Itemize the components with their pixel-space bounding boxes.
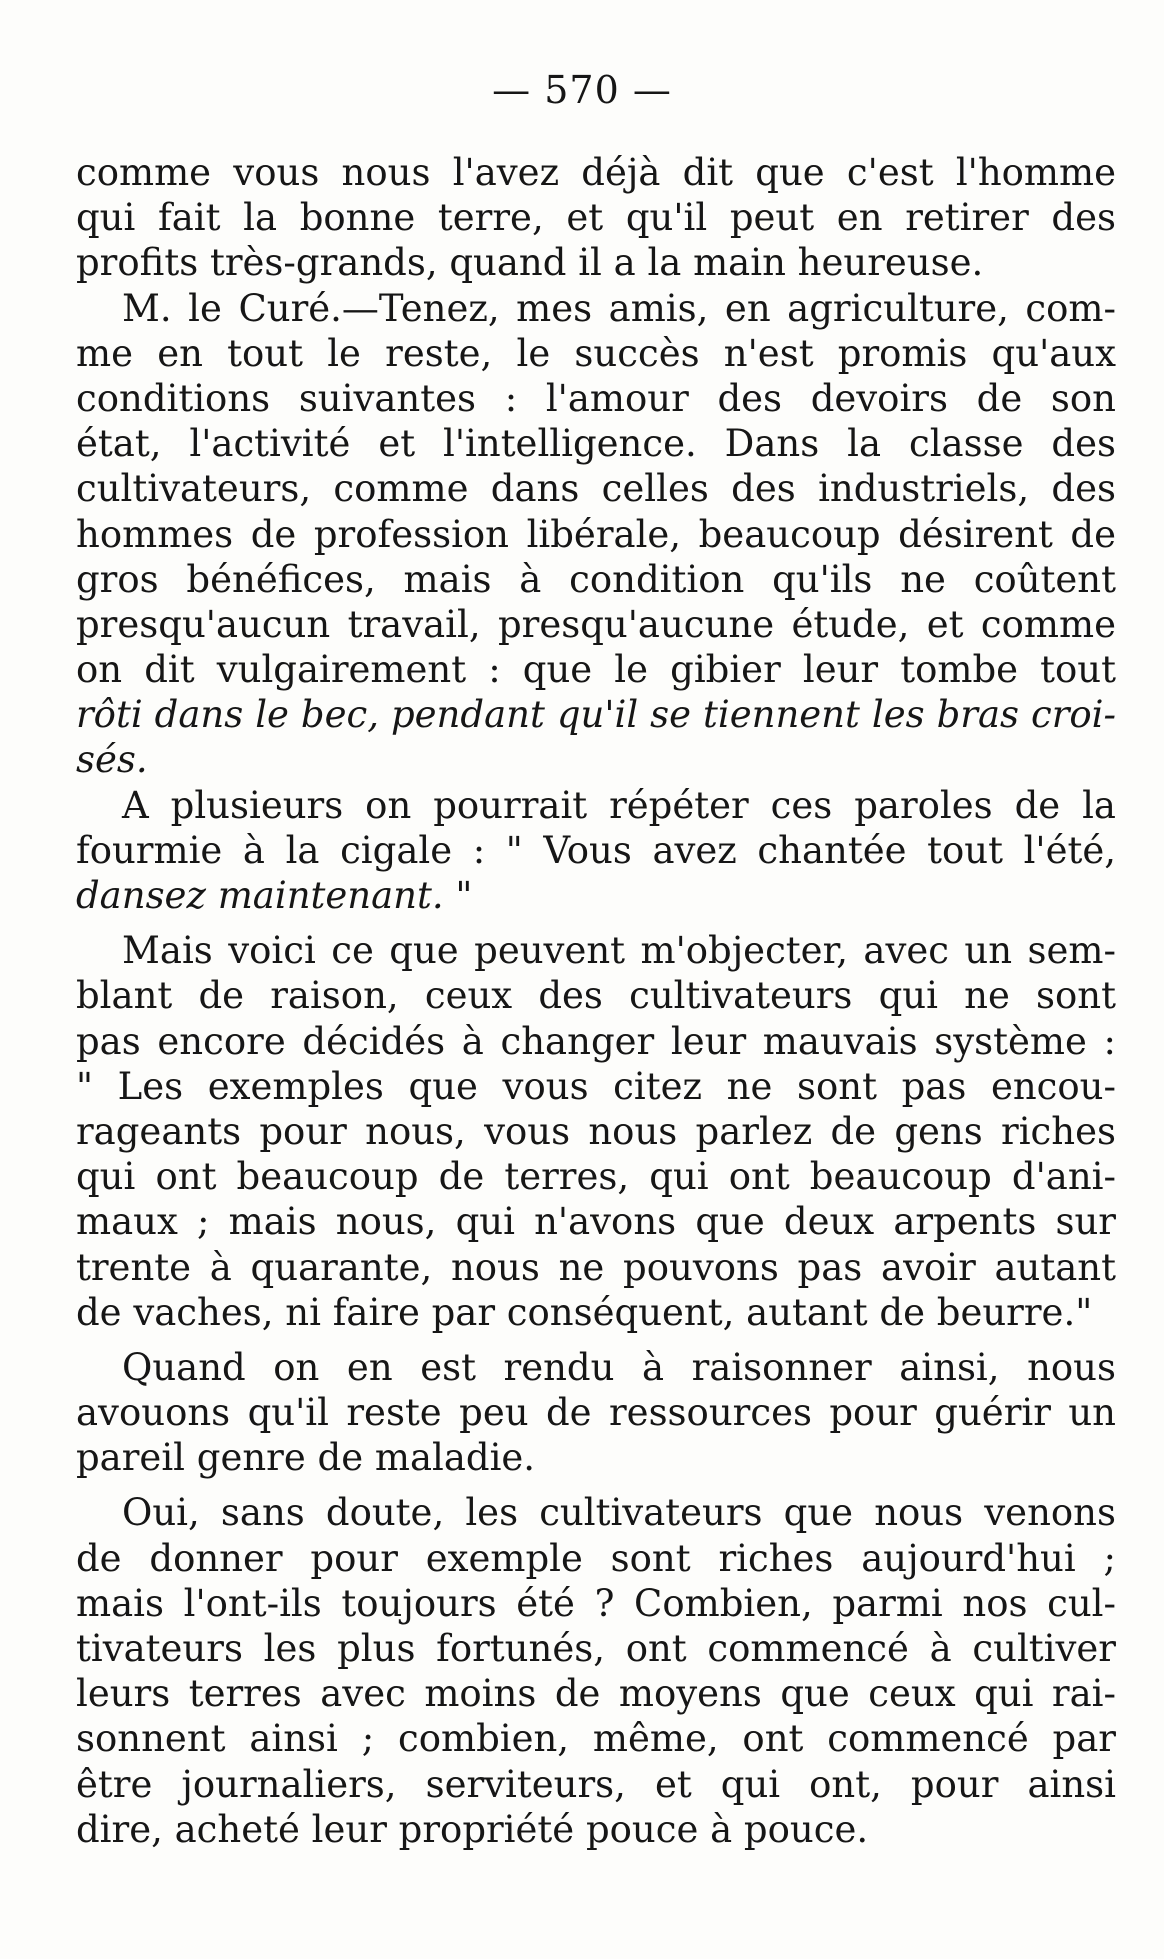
text-line: leurs terres avec moins de moyens que ceux qui rai- (76, 1672, 1116, 1716)
text-line: rageants pour nous, vous nous parlez de gens riches (76, 1109, 1116, 1153)
text-line: gros bénéfices, mais à condition qu'ils ne coûtent (76, 557, 1116, 601)
text-line: sonnent ainsi ; combien, même, ont commencé par (76, 1717, 1116, 1761)
text-line: pas encore décidés à changer leur mauvais système : (76, 1019, 1116, 1063)
text-line: état, l'activité et l'intelligence. Dans la classe des (76, 422, 1116, 466)
text-line: mais l'ont-ils toujours été ? Combien, parmi nos cul- (76, 1581, 1116, 1625)
text-line: être journaliers, serviteurs, et qui ont, pour ainsi (76, 1762, 1116, 1806)
body-text (76, 150, 1116, 1852)
text-line: comme vous nous l'avez déjà dit que c'est l'homme (76, 151, 1116, 194)
text-line: conditions suivantes : l'amour des devoirs de son (76, 376, 1116, 420)
text-line: rôti dans le bec, pendant qu'il se tiennent les bras croi- (76, 693, 1116, 737)
text-line: Oui, sans doute, les cultivateurs que nous venons (122, 1491, 1116, 1535)
text-line: on dit vulgairement : que le gibier leur tombe tout (76, 648, 1116, 692)
text-line: me en tout le reste, le succès n'est promis qu'aux (76, 331, 1116, 375)
text-line: blant de raison, ceux des cultivateurs qui ne sont (76, 974, 1116, 1018)
text-line: fourmie à la cigale : " Vous avez chantée tout l'été, (76, 828, 1116, 872)
text-line: maux ; mais nous, qui n'avons que deux arpents sur (76, 1200, 1116, 1244)
text-line: dansez maintenant. " (76, 874, 473, 917)
text-line: tivateurs les plus fortunés, ont commencé à cultiver (76, 1627, 1116, 1670)
text-line: A plusieurs on pourrait répéter ces paroles de la (122, 783, 1116, 827)
text-line: qui fait la bonne terre, et qu'il peut en retirer des (76, 196, 1116, 240)
text-line: hommes de profession libérale, beaucoup désirent de (76, 512, 1116, 556)
text-line: de vaches, ni faire par conséquent, autant de beurre." (76, 1290, 1093, 1334)
text-line: pareil genre de maladie. (76, 1436, 536, 1480)
text-line: Quand on en est rendu à raisonner ainsi, nous (122, 1345, 1116, 1389)
text-line: " Les exemples que vous citez ne sont pas encou- (76, 1064, 1116, 1108)
text-line: qui ont beaucoup de terres, qui ont beaucoup d'ani- (76, 1155, 1116, 1199)
text-line: dire, acheté leur propriété pouce à pouce. (76, 1807, 869, 1851)
page-number: — 570 — (492, 68, 672, 112)
text-line: cultivateurs, comme dans celles des industriels, des (76, 467, 1116, 511)
text-line: Mais voici ce que peuvent m'objecter, avec un sem- (122, 929, 1116, 973)
text-line: sés. (76, 738, 148, 782)
text-line: trente à quarante, nous ne pouvons pas avoir autant (76, 1245, 1116, 1289)
text-line: de donner pour exemple sont riches aujourd'hui ; (76, 1536, 1116, 1580)
text-line: presqu'aucun travail, presqu'aucune étude, et comme (76, 602, 1116, 646)
text-line: M. le Curé.—Tenez, mes amis, en agriculture, com- (122, 286, 1116, 330)
text-line: profits très-grands, quand il a la main heureuse. (76, 241, 984, 285)
text-line: avouons qu'il reste peu de ressources pour guérir un (76, 1391, 1116, 1435)
